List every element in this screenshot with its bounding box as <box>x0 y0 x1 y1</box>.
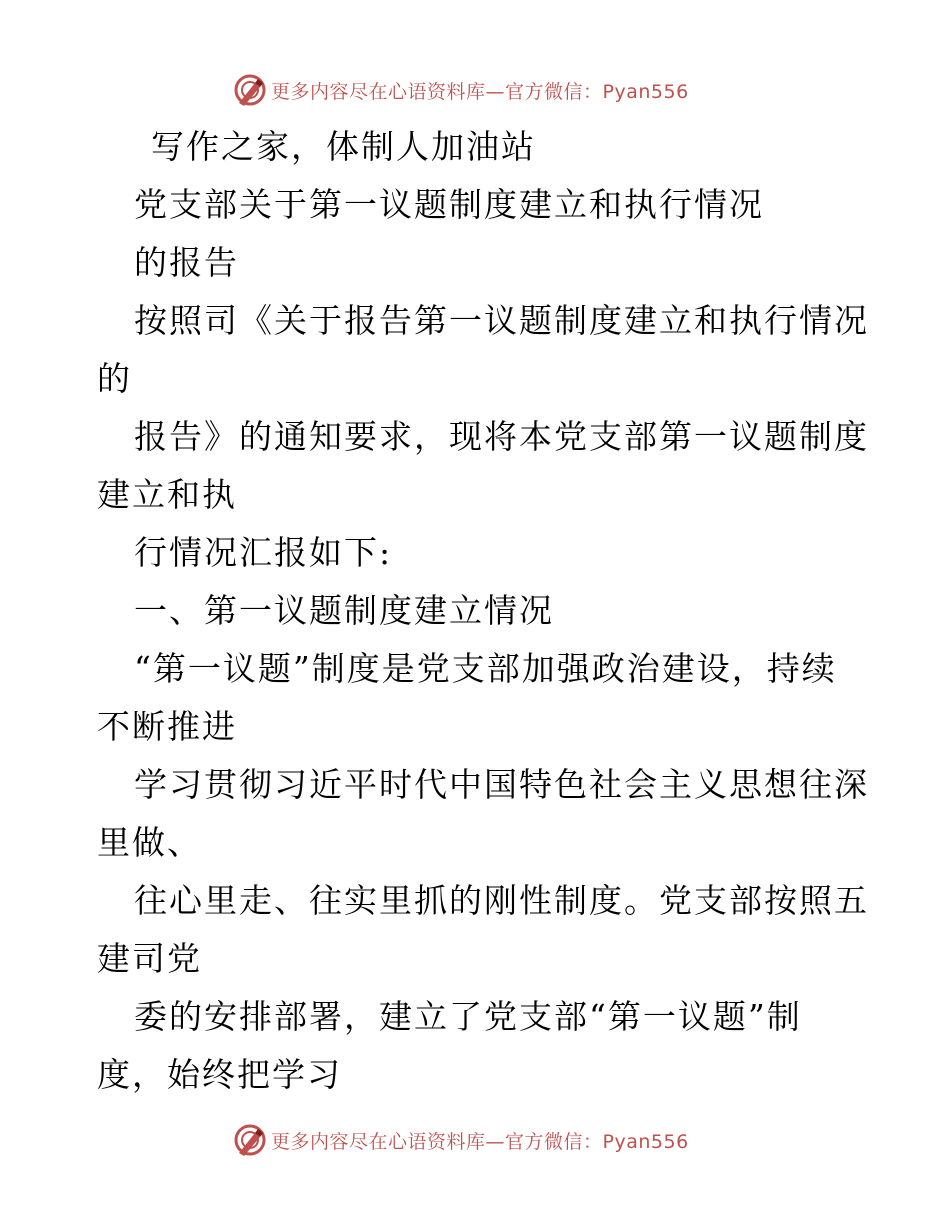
text-line: 行情况汇报如下: <box>134 533 393 572</box>
document-title-line: 的报告 <box>134 243 239 282</box>
text-line: 度，始终把学习 <box>97 1055 342 1094</box>
watermark-text: 更多内容尽在心语资料库—官方微信：Pyan556 <box>271 1130 689 1153</box>
text-line: 往心里走、往实里抓的刚性制度。党支部按照五 <box>134 881 869 920</box>
text-line: 建司党 <box>97 939 202 978</box>
text-line: 报告》的通知要求，现将本党支部第一议题制度 <box>134 417 869 456</box>
text-line: 写作之家，体制人加油站 <box>151 127 536 166</box>
text-line: 的 <box>97 359 132 398</box>
watermark-text: 更多内容尽在心语资料库—官方微信：Pyan556 <box>271 80 689 103</box>
watermark-footer <box>233 1122 689 1158</box>
text-line: “第一议题”制度是党支部加强政治建设，持续 <box>134 649 837 688</box>
text-line: 不断推进 <box>97 707 237 746</box>
pen-logo-icon <box>233 1123 267 1157</box>
pen-logo-icon <box>233 73 267 107</box>
text-line: 建立和执 <box>97 475 237 514</box>
watermark-header <box>233 72 689 108</box>
text-line: 按照司《关于报告第一议题制度建立和执行情况 <box>134 301 869 340</box>
document-title-line: 党支部关于第一议题制度建立和执行情况 <box>134 185 764 224</box>
section-heading: 一、第一议题制度建立情况 <box>134 591 554 630</box>
text-line: 学习贯彻习近平时代中国特色社会主义思想往深 <box>134 765 869 804</box>
text-line: 里做、 <box>97 823 202 862</box>
text-line: 委的安排部署，建立了党支部“第一议题”制 <box>134 997 802 1036</box>
